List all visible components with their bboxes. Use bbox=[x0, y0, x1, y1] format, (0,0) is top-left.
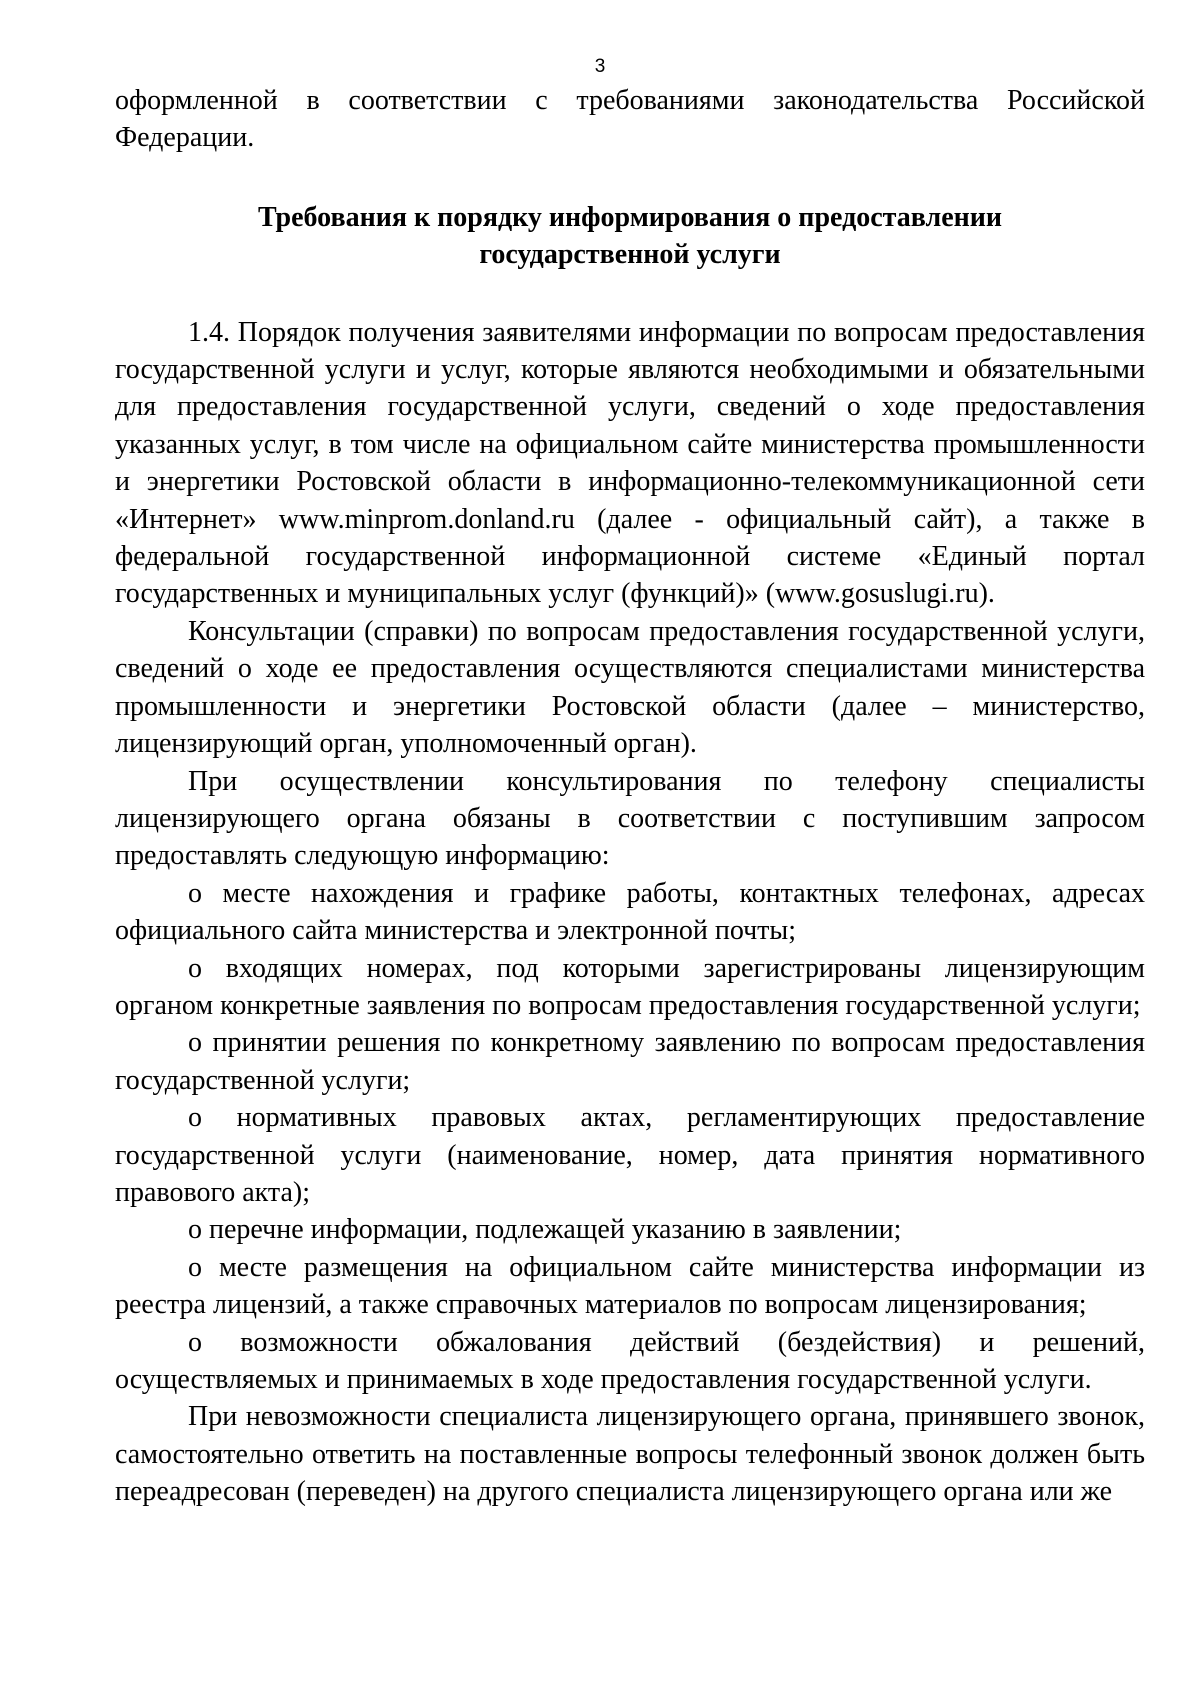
list-item-incoming-numbers: о входящих номерах, под которыми зарегистрированы лицензирующим органом конкретные заявления по вопросам предоставления государственной услуги; bbox=[115, 952, 1145, 1021]
section-heading-line-2: государственной услуги bbox=[479, 239, 781, 271]
section-heading bbox=[115, 199, 1145, 274]
section-heading-line-1: Требования к порядку информирования о предоставлении bbox=[257, 201, 1003, 233]
list-item-registry: о месте размещения на официальном сайте министерства информации из реестра лицензий, а также справочных материалов по вопросам лицензирования; bbox=[115, 1251, 1145, 1321]
list-item-appeal: о возможности обжалования действий (бездействия) и решений, осуществляемых и принимаемых в ходе предоставления государственной услуги. bbox=[115, 1326, 1145, 1395]
paragraph-call-redirect: При невозможности специалиста лицензирующего органа, принявшего звонок, самостоятельно ответить на поставленные вопросы телефонный звонок должен быть переадресован (переведен) на другого специалиста лицензирующего органа или же bbox=[115, 1401, 1145, 1508]
list-item-normative-acts: о нормативных правовых актах, регламентирующих предоставление государственной услуги (наименование, номер, дата принятия нормативного правового акта); bbox=[115, 1102, 1145, 1208]
list-item-information-list: о перечне информации, подлежащей указанию в заявлении; bbox=[188, 1214, 902, 1246]
list-item-location: о месте нахождения и графике работы, контактных телефонах, адресах официального сайта министерства и электронной почты; bbox=[115, 877, 1145, 947]
paragraph-consultations: Консультации (справки) по вопросам предоставления государственной услуги, сведений о ходе ее предоставления осуществляются специалистами министерства промышленности и энергетики Ростовской области (далее – министерство, лицензирующий орган, уполномоченный орган). bbox=[115, 615, 1145, 760]
page-number: 3 bbox=[594, 56, 606, 77]
document-body bbox=[115, 82, 1145, 1511]
list-item-decision: о принятии решения по конкретному заявлению по вопросам предоставления государственной услуги; bbox=[115, 1027, 1145, 1096]
intro-paragraph: оформленной в соответствии с требованиями законодательства Российской Федерации. bbox=[115, 85, 1145, 154]
paragraph-1-4: 1.4. Порядок получения заявителями информации по вопросам предоставления государственной услуги и услуг, которые являются необходимыми и обязательными для предоставления государственной услуги, сведений о ходе предоставления указанных услуг, в том числе на официальном сайте министерства промышленности и энергетики Ростовской области в информационно-телекоммуникационной сети «Интернет» www.minprom.donland.ru (далее - официальный сайт), а также в федеральной государственной информационной системе «Единый портал государственных и муниципальных услуг (функций)» (www.gosuslugi.ru). bbox=[115, 316, 1145, 610]
paragraph-phone-consulting: При осуществлении консультирования по телефону специалисты лицензирующего органа обязаны в соответствии с поступившим запросом предоставлять следующую информацию: bbox=[115, 765, 1145, 872]
